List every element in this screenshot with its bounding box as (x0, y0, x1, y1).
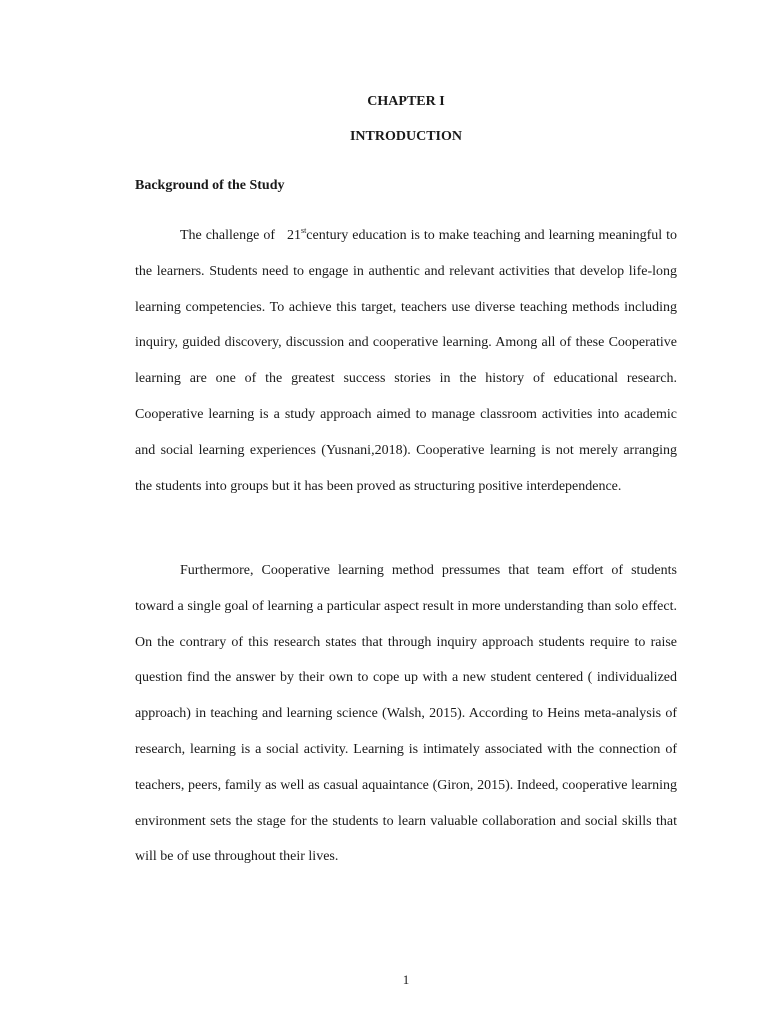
century-number: 21 (286, 228, 301, 243)
paragraph-1 (135, 218, 677, 504)
chapter-title: INTRODUCTION (349, 129, 462, 144)
paragraph-1-lead: The challenge of (180, 228, 275, 243)
page-number: 1 (402, 972, 410, 987)
century-suffix: st (300, 226, 307, 235)
paragraph-2: Furthermore, Cooperative learning method pressumes that team effort of students toward a single goal of learning a particular aspect result in more understanding than solo effect. On the contrary of this research states that through inquiry approach students require to raise question find the answer by their own to cope up with a new student centered ( individualized approach) in teaching and learning science (Walsh, 2015). According to Heins meta-analysis of research, learning is a social activity. Learning is intimately associated with the connection of teachers, peers, family as well as casual aquaintance (Giron, 2015). Indeed, cooperative learning environment sets the stage for the students to learn valuable collaboration and social skills that will be of use throughout their lives. (135, 563, 677, 865)
section-heading: Background of the Study (135, 178, 285, 193)
paragraph-1-body: century education is to make teaching and learning meaningful to the learners. Students need to engage in authentic and relevant activities that develop life-long learning competencies. To achieve this target, teachers use diverse teaching methods including inquiry, guided discovery, discussion and cooperative learning. Among all of these Cooperative learning are one of the greatest success stories in the history of educational research. Cooperative learning is a study approach aimed to manage classroom activities into academic and social learning experiences (Yusnani,2018). Cooperative learning is not merely arranging the students into groups but it has been proved as structuring positive interdependence. (135, 228, 678, 494)
chapter-label: CHAPTER I (367, 94, 445, 109)
